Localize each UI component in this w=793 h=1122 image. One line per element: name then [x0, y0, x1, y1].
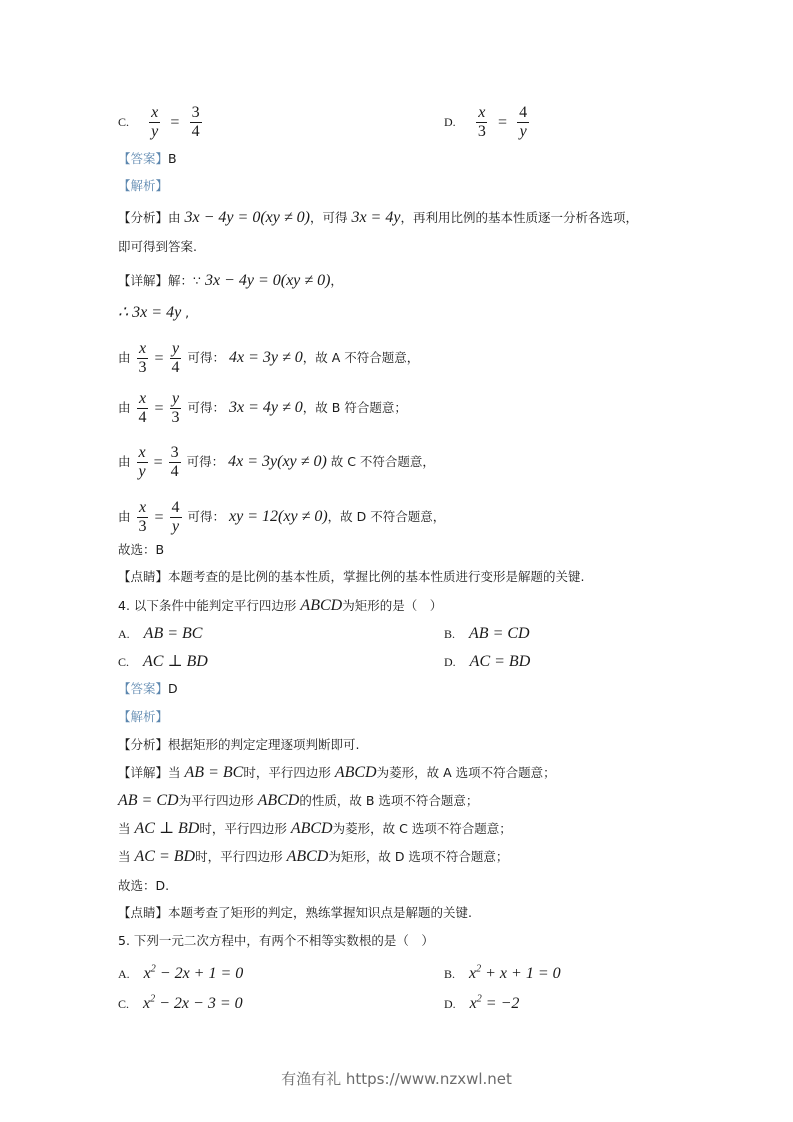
option-label: D.	[444, 115, 456, 129]
q4-dianjing: 【点睛】本题考查了矩形的判定，熟练掌握知识点是解题的关键.	[118, 905, 472, 920]
q4-xiangjie-line: 当 AC ⊥ BD时，平行四边形 ABCD为菱形，故 C 选项不符合题意；	[118, 820, 512, 837]
answer-value: D	[168, 681, 178, 696]
answer-value: B	[168, 151, 177, 166]
q4-stem: 4. 以下条件中能判定平行四边形 ABCD为矩形的是（ ）	[118, 597, 443, 614]
fraction: $\frac{4}{y}$	[519, 104, 528, 140]
q4-option-d: D. AC = BD	[444, 653, 531, 670]
q3-choose: 故选：B	[118, 542, 165, 557]
fraction: $\frac{x}{y}$	[151, 104, 159, 140]
answer-tag: 【答案】	[118, 151, 169, 166]
answer-tag: 【答案】	[118, 681, 169, 696]
q4-choose: 故选：D.	[118, 878, 170, 893]
q4-xiangjie-line: AB = CD为平行四边形 ABCD的性质，故 B 选项不符合题意；	[118, 792, 479, 809]
q3-step: 由 $\frac{x}{y}$ = $\frac{3}{4}$ 可得： 4x = 3y(xy ≠ 0) 故 C 不符合题意，	[118, 444, 435, 480]
q4-analysis-heading	[118, 707, 168, 727]
option-label: C.	[118, 115, 130, 129]
fraction: $\frac{3}{4}$	[191, 104, 200, 140]
q3-option-d: D. $\frac{x}{3}$ = $\frac{4}{y}$	[444, 104, 528, 140]
analysis-tag: 【解析】	[118, 709, 169, 724]
footer-watermark: 有渔有礼 https://www.nzxwl.net	[281, 1070, 512, 1088]
q3-analysis-heading	[118, 176, 168, 196]
q4-xiangjie-line: 当 AC = BD时，平行四边形 ABCD为矩形，故 D 选项不符合题意；	[118, 848, 509, 865]
q3-option-c: C. $\frac{x}{y}$ = $\frac{3}{4}$	[118, 104, 200, 140]
q5-option-d: D. $x^2 = -2$	[444, 994, 520, 1013]
q3-dianjing: 【点睛】本题考查的是比例的基本性质，掌握比例的基本性质进行变形是解题的关键.	[118, 569, 585, 584]
q5-option-a: A. $x^2 - 2x + 1 = 0$	[118, 964, 244, 983]
q5-stem: 5. 下列一元二次方程中，有两个不相等实数根的是（ ）	[118, 933, 434, 948]
analysis-tag: 【解析】	[118, 178, 169, 193]
q4-option-c: C. AC ⊥ BD	[118, 653, 208, 670]
q4-xiangjie-line: 【详解】当 AB = BC时，平行四边形 ABCD为菱形，故 A 选项不符合题意；	[118, 764, 556, 781]
q4-answer	[118, 679, 178, 699]
q3-therefore: ∴ 3x = 4y ,	[118, 304, 190, 321]
q4-option-a: A. AB = BC	[118, 625, 203, 642]
q5-option-c: C. $x^2 - 2x - 3 = 0$	[118, 994, 243, 1013]
q3-step: 由 $\frac{x}{3}$ = $\frac{y}{4}$ 可得： 4x = 3y ≠ 0，故 A 不符合题意，	[118, 340, 420, 376]
q3-fenxi-cont: 即可得到答案.	[118, 239, 197, 254]
q3-answer	[118, 149, 177, 169]
q5-option-b: B. $x^2 + x + 1 = 0$	[444, 964, 561, 983]
q3-step: 由 $\frac{x}{4}$ = $\frac{y}{3}$ 可得： 3x = 4y ≠ 0，故 B 符合题意；	[118, 390, 407, 426]
fraction: $\frac{x}{3}$	[477, 104, 486, 140]
q4-option-b: B. AB = CD	[444, 625, 530, 642]
q3-xiangjie: 【详解】解：∵ 3x − 4y = 0(xy ≠ 0)，	[118, 272, 343, 289]
q3-fenxi: 【分析】由 3x − 4y = 0(xy ≠ 0)，可得 3x = 4y，再利用比例的基本性质逐一分析各选项，	[118, 209, 638, 226]
q3-step: 由 $\frac{x}{3}$ = $\frac{4}{y}$ 可得： xy = 12(xy ≠ 0)，故 D 不符合题意，	[118, 499, 446, 535]
q4-fenxi: 【分析】根据矩形的判定定理逐项判断即可.	[118, 737, 360, 752]
